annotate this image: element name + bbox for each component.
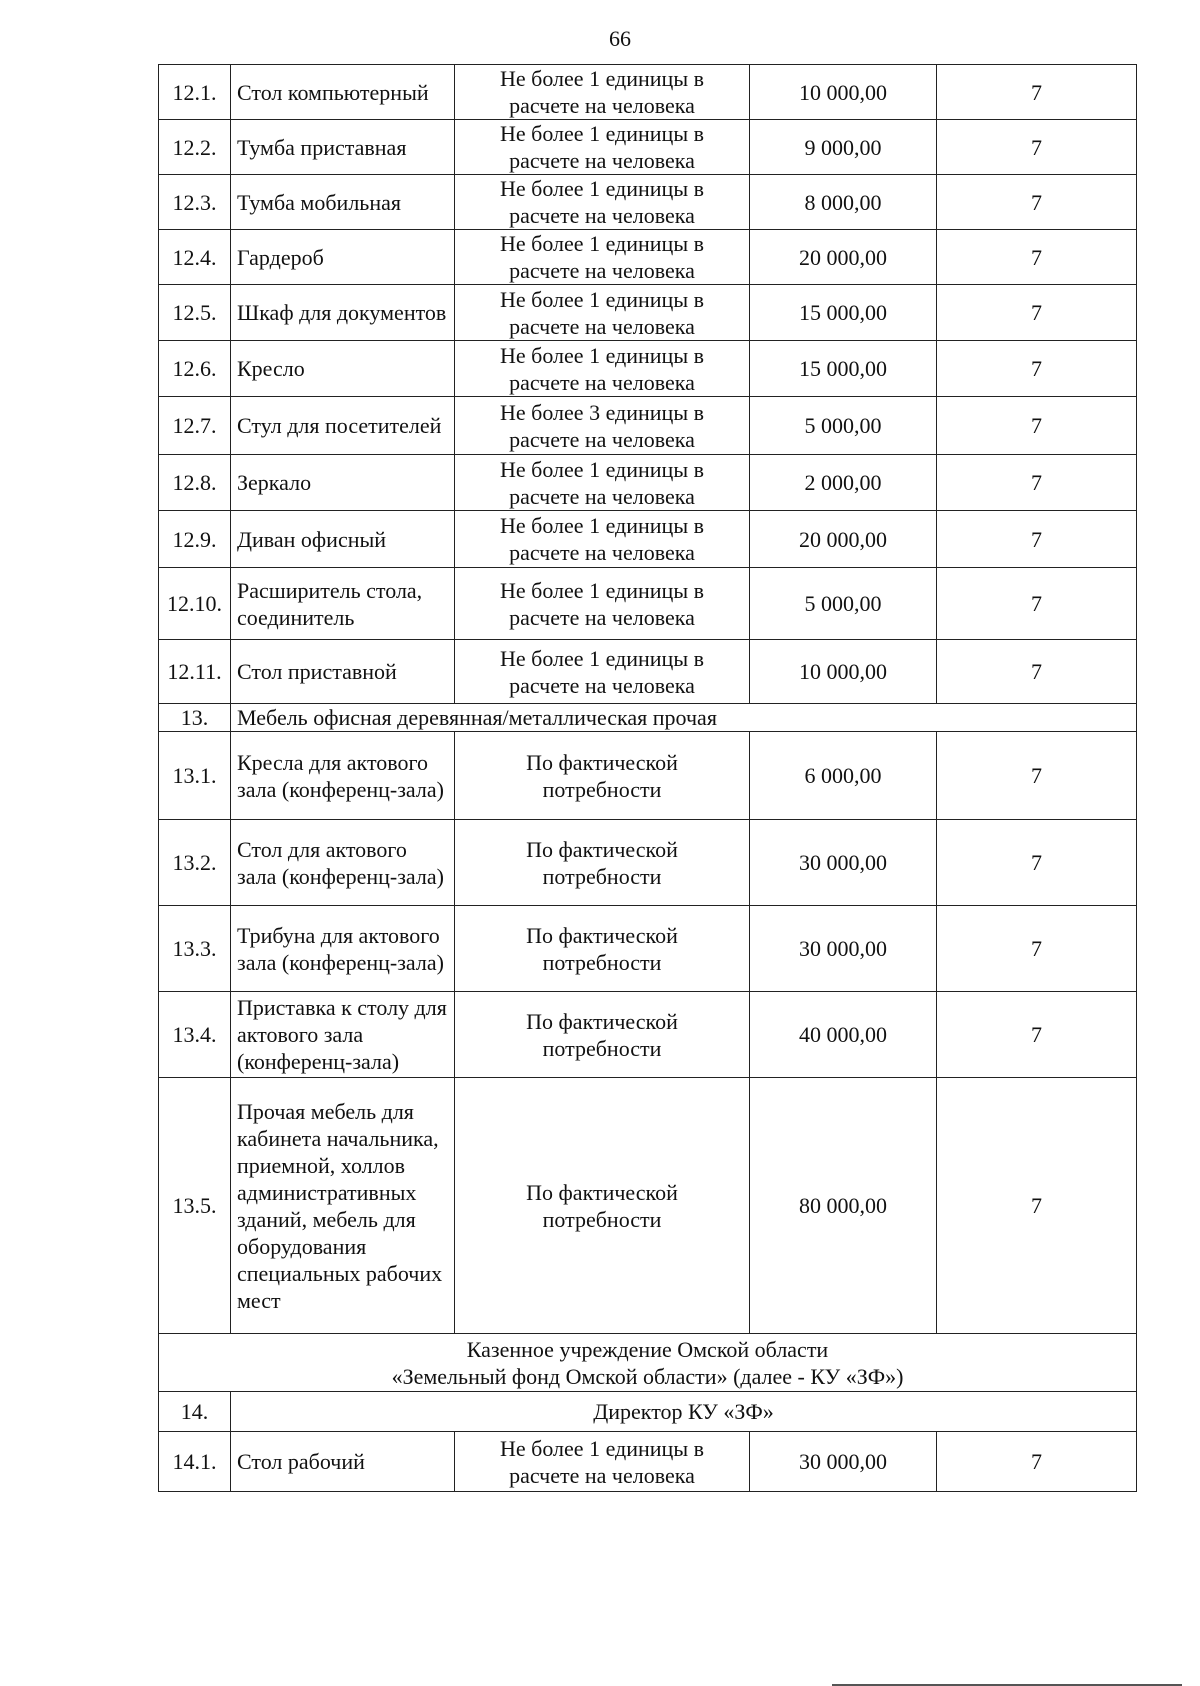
- quantity-norm: По фактической потребности: [455, 992, 750, 1078]
- item-name: Диван офисный: [231, 511, 455, 568]
- item-name: Шкаф для документов: [231, 285, 455, 341]
- table-row: [159, 175, 1137, 230]
- service-life: 7: [937, 732, 1137, 820]
- quantity-norm: Не более 1 единицы в расчете на человека: [455, 511, 750, 568]
- section-number: 14.: [159, 1392, 231, 1432]
- table-row: [159, 230, 1137, 285]
- max-price: 15 000,00: [750, 285, 937, 341]
- item-name: Стол компьютерный: [231, 65, 455, 120]
- max-price: 30 000,00: [750, 820, 937, 906]
- table-row: [159, 397, 1137, 455]
- service-life: 7: [937, 175, 1137, 230]
- quantity-norm: По фактической потребности: [455, 820, 750, 906]
- row-number: 12.8.: [159, 455, 231, 511]
- quantity-norm: Не более 1 единицы в расчете на человека: [455, 285, 750, 341]
- service-life: 7: [937, 511, 1137, 568]
- max-price: 20 000,00: [750, 511, 937, 568]
- row-number: 12.6.: [159, 341, 231, 397]
- max-price: 40 000,00: [750, 992, 937, 1078]
- quantity-norm: Не более 1 единицы в расчете на человека: [455, 175, 750, 230]
- table-row: [159, 1432, 1137, 1492]
- max-price: 80 000,00: [750, 1078, 937, 1334]
- row-number: 13.4.: [159, 992, 231, 1078]
- max-price: 2 000,00: [750, 455, 937, 511]
- item-name: Стол для актового зала (конференц-зала): [231, 820, 455, 906]
- section-title: Директор КУ «ЗФ»: [231, 1392, 1137, 1432]
- quantity-norm: Не более 1 единицы в расчете на человека: [455, 455, 750, 511]
- item-name: Стол приставной: [231, 640, 455, 704]
- table-row: [159, 640, 1137, 704]
- max-price: 6 000,00: [750, 732, 937, 820]
- service-life: 7: [937, 1432, 1137, 1492]
- item-name: Тумба приставная: [231, 120, 455, 175]
- page-number: 66: [609, 26, 631, 51]
- section-header-row: [159, 1392, 1137, 1432]
- row-number: 12.11.: [159, 640, 231, 704]
- service-life: 7: [937, 820, 1137, 906]
- max-price: 9 000,00: [750, 120, 937, 175]
- quantity-norm: По фактической потребности: [455, 906, 750, 992]
- item-name: Прочая мебель для кабинета начальника, приемной, холлов административных зданий, мебель для оборудования специальных рабочих мест: [231, 1078, 455, 1334]
- max-price: 5 000,00: [750, 397, 937, 455]
- table-row: [159, 285, 1137, 341]
- row-number: 12.2.: [159, 120, 231, 175]
- section-title: Мебель офисная деревянная/металлическая прочая: [231, 704, 1137, 732]
- table-row: [159, 341, 1137, 397]
- service-life: 7: [937, 906, 1137, 992]
- row-number: 12.3.: [159, 175, 231, 230]
- row-number: 14.1.: [159, 1432, 231, 1492]
- item-name: Стул для посетителей: [231, 397, 455, 455]
- table-row: [159, 65, 1137, 120]
- institution-name: Казенное учреждение Омской области «Земельный фонд Омской области» (далее - КУ «ЗФ»): [159, 1334, 1137, 1392]
- table-row: [159, 820, 1137, 906]
- table-row: [159, 455, 1137, 511]
- row-number: 12.5.: [159, 285, 231, 341]
- table-row: [159, 511, 1137, 568]
- quantity-norm: Не более 3 единицы в расчете на человека: [455, 397, 750, 455]
- row-number: 12.7.: [159, 397, 231, 455]
- quantity-norm: Не более 1 единицы в расчете на человека: [455, 120, 750, 175]
- max-price: 10 000,00: [750, 640, 937, 704]
- max-price: 30 000,00: [750, 1432, 937, 1492]
- service-life: 7: [937, 455, 1137, 511]
- item-name: Стол рабочий: [231, 1432, 455, 1492]
- quantity-norm: По фактической потребности: [455, 732, 750, 820]
- row-number: 12.9.: [159, 511, 231, 568]
- table-row: [159, 992, 1137, 1078]
- max-price: 10 000,00: [750, 65, 937, 120]
- furniture-norms-table: [158, 64, 1137, 1492]
- service-life: 7: [937, 230, 1137, 285]
- row-number: 13.1.: [159, 732, 231, 820]
- max-price: 5 000,00: [750, 568, 937, 640]
- table-row: [159, 120, 1137, 175]
- row-number: 13.5.: [159, 1078, 231, 1334]
- item-name: Приставка к столу для актового зала (конференц-зала): [231, 992, 455, 1078]
- row-number: 12.10.: [159, 568, 231, 640]
- row-number: 13.3.: [159, 906, 231, 992]
- quantity-norm: Не более 1 единицы в расчете на человека: [455, 1432, 750, 1492]
- section-header-row: [159, 704, 1137, 732]
- item-name: Гардероб: [231, 230, 455, 285]
- table-row: [159, 568, 1137, 640]
- service-life: 7: [937, 65, 1137, 120]
- table-row: [159, 906, 1137, 992]
- quantity-norm: Не более 1 единицы в расчете на человека: [455, 568, 750, 640]
- service-life: 7: [937, 1078, 1137, 1334]
- item-name: Кресла для актового зала (конференц-зала): [231, 732, 455, 820]
- service-life: 7: [937, 992, 1137, 1078]
- institution-row: [159, 1334, 1137, 1392]
- service-life: 7: [937, 120, 1137, 175]
- quantity-norm: Не более 1 единицы в расчете на человека: [455, 640, 750, 704]
- quantity-norm: По фактической потребности: [455, 1078, 750, 1334]
- section-number: 13.: [159, 704, 231, 732]
- row-number: 13.2.: [159, 820, 231, 906]
- item-name: Расширитель стола, соединитель: [231, 568, 455, 640]
- item-name: Трибуна для актового зала (конференц-зала): [231, 906, 455, 992]
- table-row: [159, 732, 1137, 820]
- quantity-norm: Не более 1 единицы в расчете на человека: [455, 341, 750, 397]
- service-life: 7: [937, 568, 1137, 640]
- quantity-norm: Не более 1 единицы в расчете на человека: [455, 65, 750, 120]
- item-name: Кресло: [231, 341, 455, 397]
- max-price: 20 000,00: [750, 230, 937, 285]
- service-life: 7: [937, 341, 1137, 397]
- row-number: 12.4.: [159, 230, 231, 285]
- table-row: [159, 1078, 1137, 1334]
- max-price: 30 000,00: [750, 906, 937, 992]
- item-name: Тумба мобильная: [231, 175, 455, 230]
- row-number: 12.1.: [159, 65, 231, 120]
- service-life: 7: [937, 640, 1137, 704]
- max-price: 15 000,00: [750, 341, 937, 397]
- service-life: 7: [937, 285, 1137, 341]
- quantity-norm: Не более 1 единицы в расчете на человека: [455, 230, 750, 285]
- item-name: Зеркало: [231, 455, 455, 511]
- max-price: 8 000,00: [750, 175, 937, 230]
- service-life: 7: [937, 397, 1137, 455]
